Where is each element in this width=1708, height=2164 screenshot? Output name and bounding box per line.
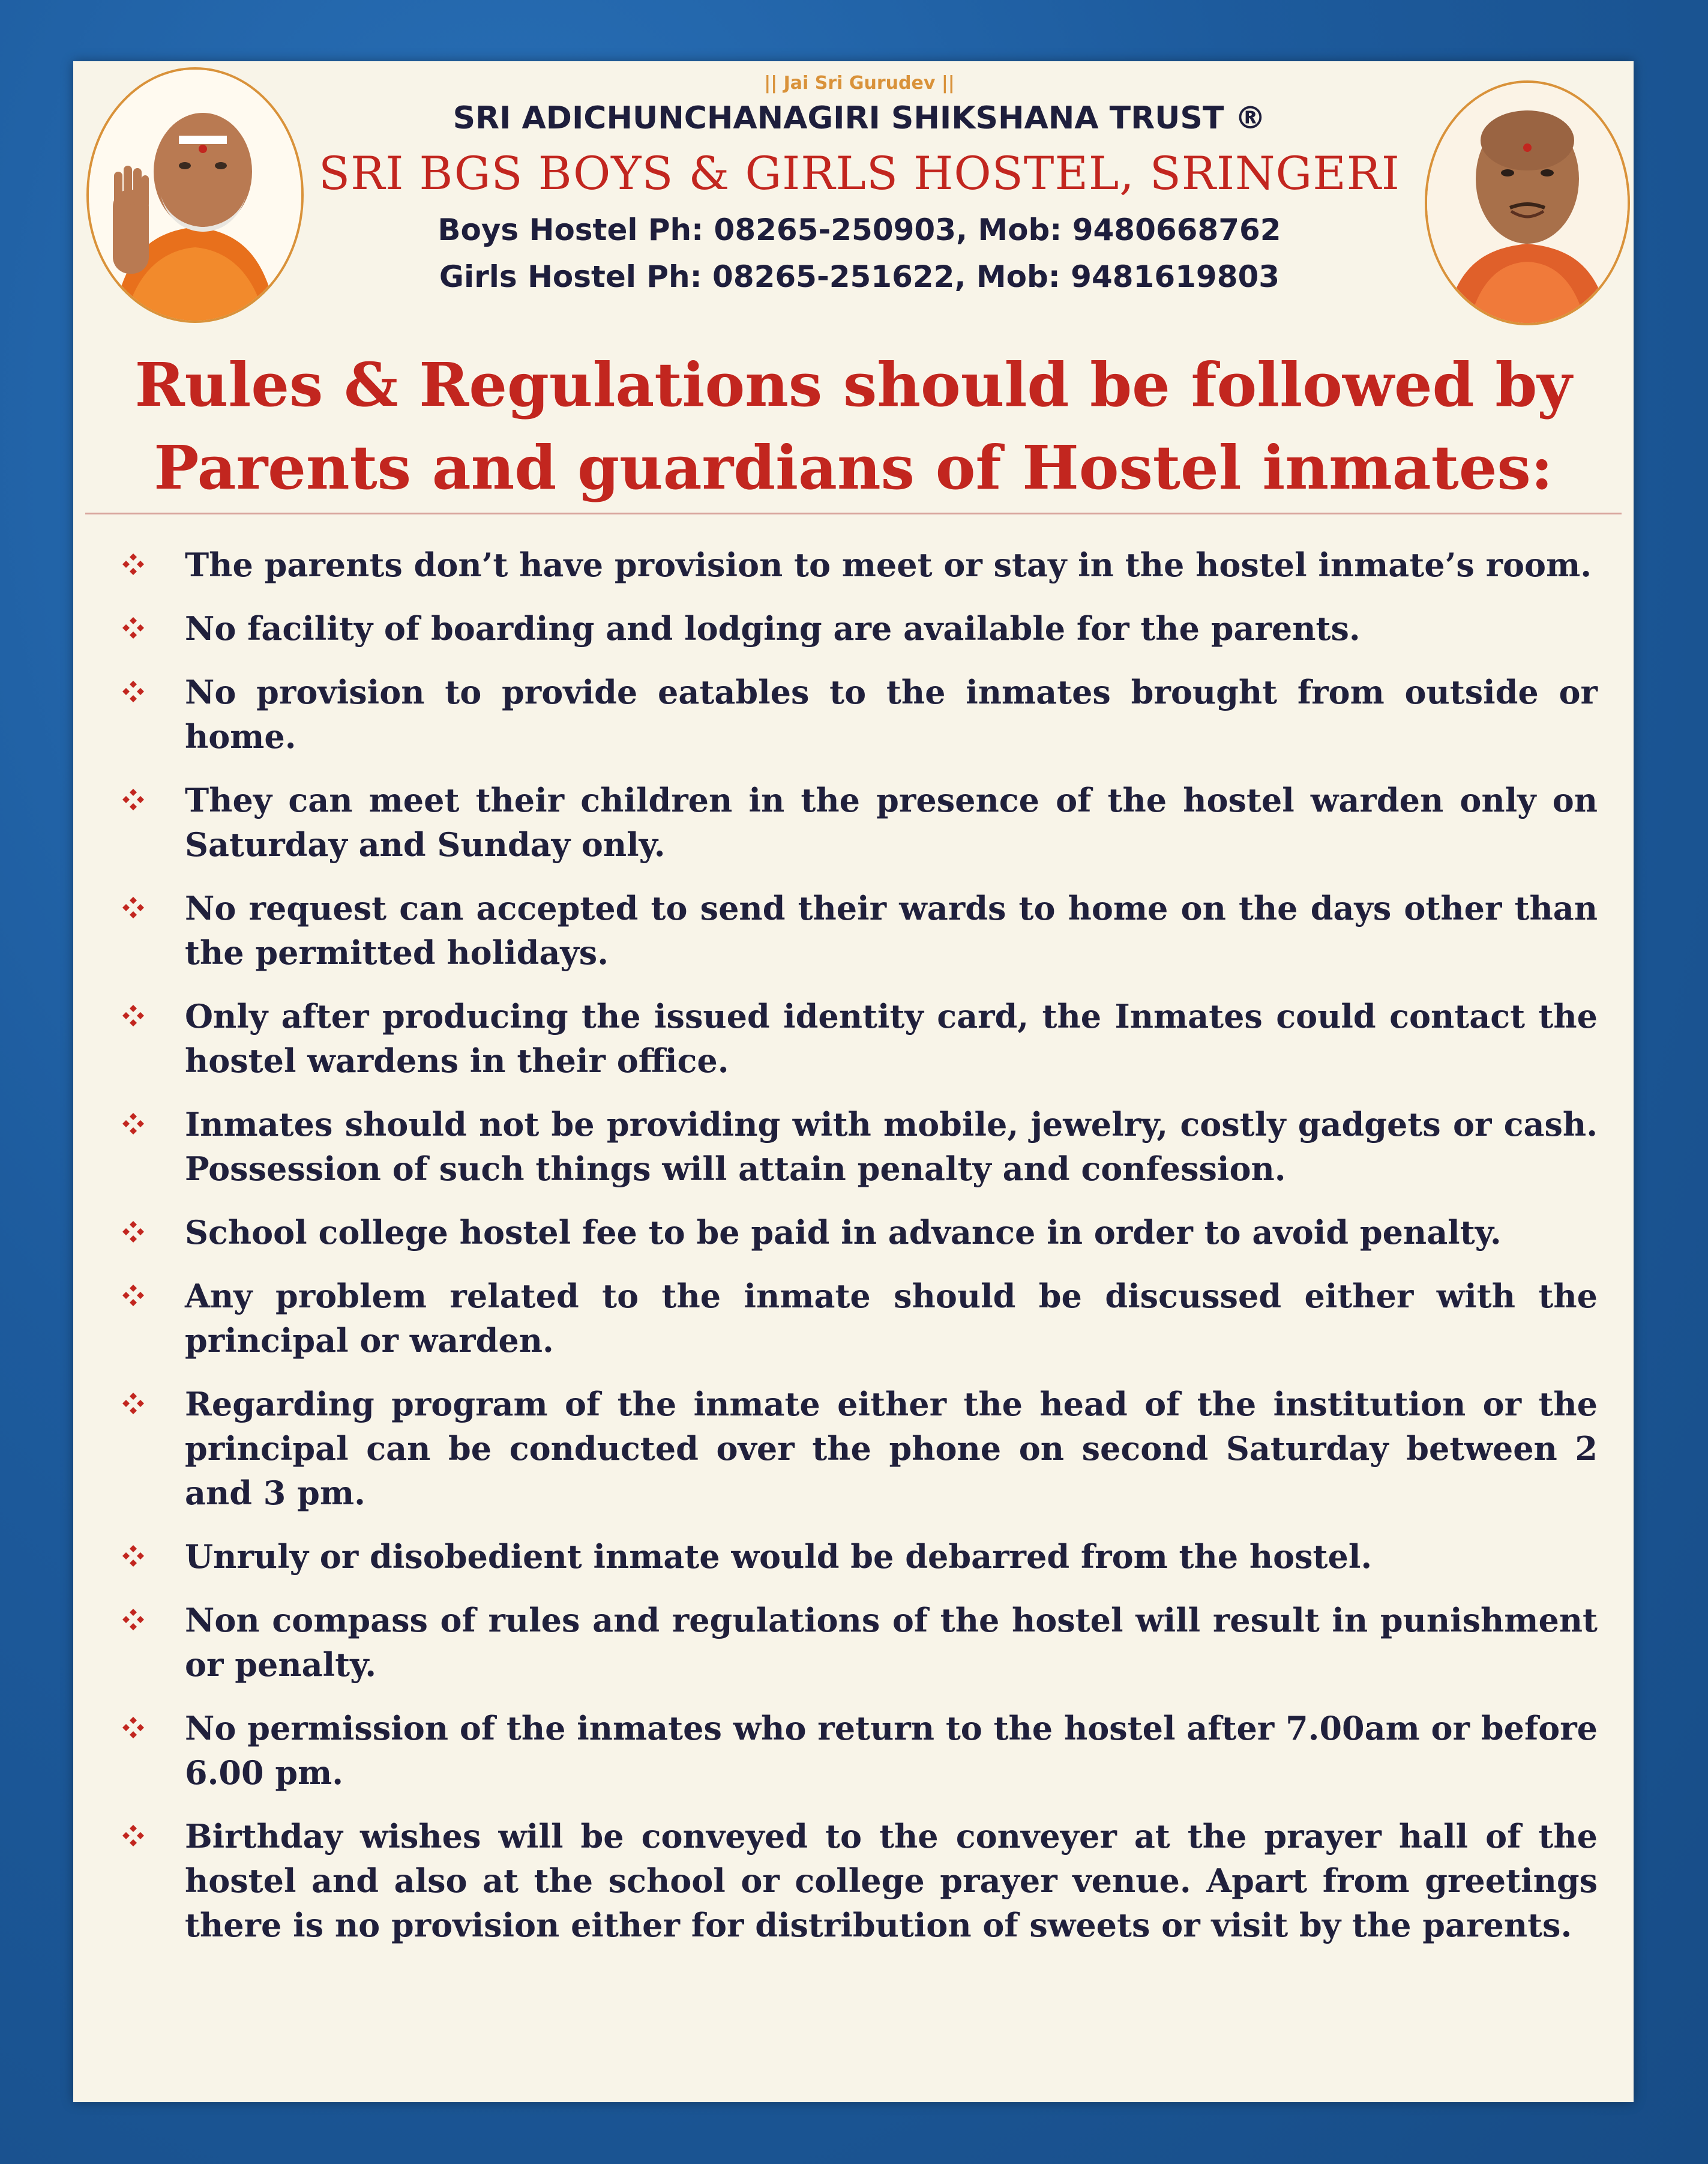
rule-item (97, 1210, 1598, 1255)
four-diamond-bullet-icon (97, 778, 185, 814)
four-diamond-bullet-icon (97, 1706, 185, 1742)
boys-hostel-contact: Boys Hostel Ph: 08265-250903, Mob: 9480668762 (438, 212, 1281, 247)
rule-text: The parents don’t have provision to meet or stay in the hostel inmate’s room. (185, 546, 1592, 584)
title-divider (85, 513, 1622, 514)
rule-item (97, 1706, 1598, 1795)
swami-portrait-icon (89, 70, 301, 321)
swami-portrait-icon (1427, 83, 1628, 323)
trust-name: SRI ADICHUNCHANAGIRI SHIKSHANA TRUST ® (453, 100, 1266, 136)
rules-title-line-2: Parents and guardians of Hostel inmates: (154, 432, 1553, 503)
blessing-tagline: || Jai Sri Gurudev || (764, 73, 955, 94)
rule-text: School college hostel fee to be paid in advance in order to avoid penalty. (185, 1213, 1502, 1252)
rules-title (97, 343, 1610, 509)
rule-item (97, 1382, 1598, 1515)
four-diamond-bullet-icon (97, 543, 185, 579)
four-diamond-bullet-icon (97, 1598, 185, 1634)
rules-list (97, 543, 1598, 1967)
rule-item (97, 1102, 1598, 1191)
rule-item (97, 886, 1598, 975)
four-diamond-bullet-icon (97, 1210, 185, 1246)
rule-text: No provision to provide eatables to the inmates brought from outside or home. (185, 673, 1598, 756)
four-diamond-bullet-icon (97, 1534, 185, 1570)
rule-text: Birthday wishes will be conveyed to the conveyer at the prayer hall of the hostel and also at the school or college prayer venue. Apart from greetings there is no provision either for distribution of sweets or visit by the parents. (185, 1817, 1598, 1944)
rule-text: They can meet their children in the presence of the hostel warden only on Saturday and Sunday only. (185, 781, 1598, 864)
rule-text: Any problem related to the inmate should be discussed either with the principal or warden. (185, 1277, 1598, 1360)
rule-item (97, 670, 1598, 759)
four-diamond-bullet-icon (97, 1274, 185, 1310)
right-portrait-image (1425, 80, 1630, 325)
rule-text: Non compass of rules and regulations of the hostel will result in punishment or penalty. (185, 1601, 1598, 1684)
rule-item (97, 778, 1598, 867)
four-diamond-bullet-icon (97, 1814, 185, 1850)
four-diamond-bullet-icon (97, 886, 185, 922)
hostel-name: SRI BGS BOYS & GIRLS HOSTEL, SRINGERI (319, 146, 1400, 200)
rule-item (97, 1274, 1598, 1363)
four-diamond-bullet-icon (97, 606, 185, 642)
rule-text: Regarding program of the inmate either the head of the institution or the principal can be conducted over the phone on second Saturday between 2 and 3 pm. (185, 1385, 1598, 1512)
rule-text: Unruly or disobedient inmate would be debarred from the hostel. (185, 1537, 1373, 1576)
four-diamond-bullet-icon (97, 1382, 185, 1418)
rule-item (97, 606, 1598, 651)
rule-text: No facility of boarding and lodging are available for the parents. (185, 609, 1361, 648)
rule-item (97, 543, 1598, 587)
four-diamond-bullet-icon (97, 670, 185, 706)
rule-text: No request can accepted to send their wards to home on the days other than the permitted holidays. (185, 889, 1598, 972)
girls-hostel-contact: Girls Hostel Ph: 08265-251622, Mob: 9481619803 (439, 259, 1280, 294)
rule-text: Only after producing the issued identity card, the Inmates could contact the hostel wardens in their office. (185, 997, 1598, 1080)
notice-poster (73, 61, 1634, 2102)
rule-item (97, 1534, 1598, 1579)
four-diamond-bullet-icon (97, 1102, 185, 1138)
rule-item (97, 994, 1598, 1083)
poster-header (301, 61, 1418, 300)
left-portrait-image (86, 67, 304, 323)
rule-text: Inmates should not be providing with mobile, jewelry, costly gadgets or cash. Possession of such things will attain penalty and confession. (185, 1105, 1598, 1188)
four-diamond-bullet-icon (97, 994, 185, 1030)
rule-text: No permission of the inmates who return to the hostel after 7.00am or before 6.00 pm. (185, 1709, 1598, 1792)
rule-item (97, 1598, 1598, 1687)
rules-title-line-1: Rules & Regulations should be followed by (134, 349, 1572, 420)
rule-item (97, 1814, 1598, 1947)
